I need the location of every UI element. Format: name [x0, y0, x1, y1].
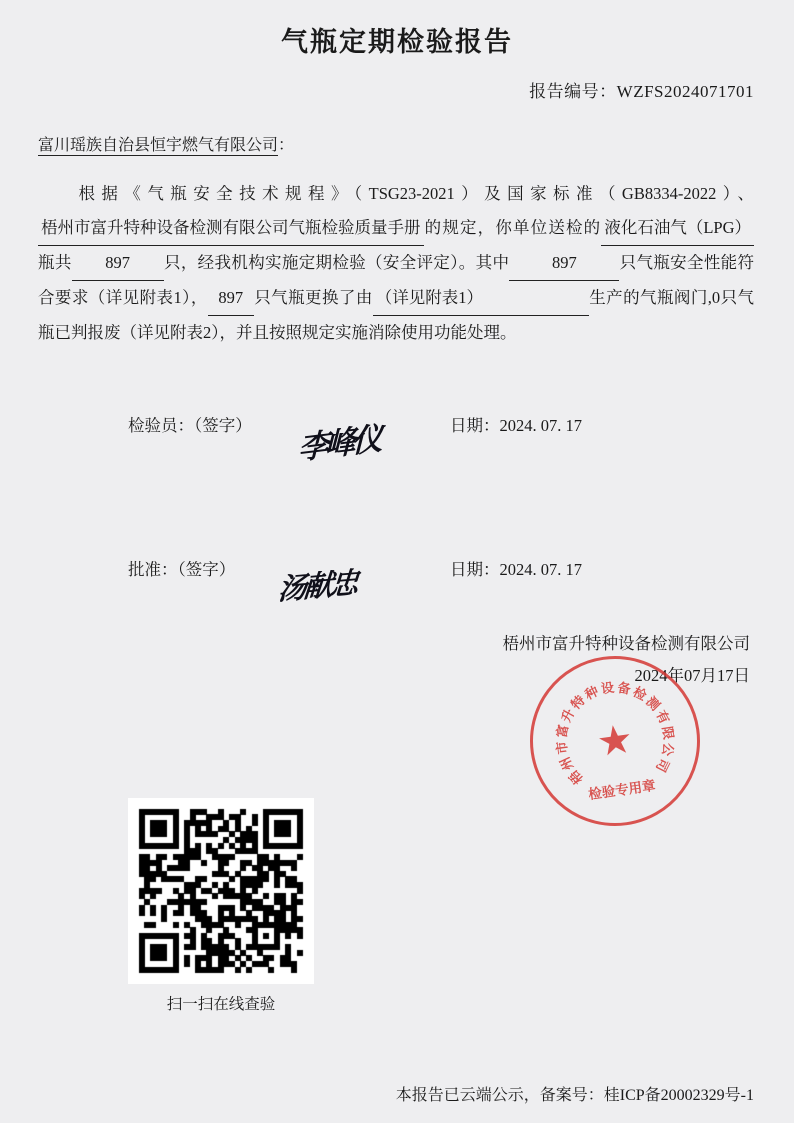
scrap-count-field: 0 [711, 288, 721, 307]
approver-date-value: 2024. 07. 17 [499, 560, 582, 579]
official-stamp [519, 645, 711, 837]
para-seg6: 只气瓶更换了由 [253, 288, 373, 307]
para-seg1: 根据《气瓶安全技术规程》（TSG23-2021）及国家标准（GB8334-2022）、 [72, 184, 754, 203]
report-number-value: WZFS2024071701 [616, 82, 754, 101]
pass-count-field: 897 [509, 246, 619, 281]
addressee-suffix: ： [278, 137, 295, 154]
para-seg4: 只，经我机构实施定期检验（安全评定）。其中 [163, 253, 510, 272]
addressee-name: 富川瑶族自治县恒宇燃气有限公司 [38, 137, 279, 154]
qr-caption: 扫一扫在线查验 [166, 996, 276, 1013]
stamp-arc-text: 梧 州 市 富 升 特 种 设 备 检 测 有 限 公 司 [553, 679, 677, 788]
report-number-label: 报告编号： [529, 82, 617, 101]
inspector-row [128, 412, 794, 478]
qr-section[interactable] [128, 798, 314, 1014]
approver-row [128, 556, 794, 622]
para-seg5: 只气瓶安全性能符合要求（详见附表1）， [38, 253, 754, 307]
inspector-date [450, 412, 582, 436]
issuer-company: 梧州市富升特种设备检测有限公司 [502, 634, 750, 653]
inspector-label: 检验员：（签字） [128, 416, 252, 435]
approver-date-label: 日期： [450, 560, 500, 579]
para-seg7: 生产的气瓶阀门, [588, 288, 712, 307]
approver-signature: 汤献忠 [276, 567, 358, 607]
issuer-date: 2024年07月17日 [634, 666, 750, 685]
inspector-signature: 李峰仪 [297, 420, 379, 467]
footer-note: 本报告已云端公示，备案号：桂ICP备20002329号-1 [395, 1087, 754, 1104]
qr-code[interactable] [128, 798, 314, 984]
star-icon: ★ [594, 716, 636, 766]
inspector-date-value: 2024. 07. 17 [499, 416, 582, 435]
approver-label: 批准：（签字） [128, 560, 236, 579]
approver-date [450, 556, 582, 580]
valve-count-field: 897 [208, 281, 254, 316]
valve-maker-field: （详见附表1） [373, 281, 589, 316]
para-seg3: 瓶共 [38, 253, 72, 272]
report-number [0, 77, 794, 102]
body-paragraph [0, 177, 794, 350]
total-count-field: 897 [72, 246, 164, 281]
page-title: 气瓶定期检验报告 [281, 27, 513, 57]
inspector-date-label: 日期： [450, 416, 500, 435]
signature-area [0, 412, 794, 622]
gas-type-field: 液化石油气（LPG） [601, 211, 754, 246]
addressee [0, 132, 794, 155]
para-seg2: 的规定，你单位送检的 [423, 218, 602, 237]
quality-manual-field: 梧州市富升特种设备检测有限公司气瓶检验质量手册 [38, 211, 424, 246]
stamp-bottom-text: 检验专用章 [587, 777, 657, 803]
para-seg8: 只气瓶已判报废（详见附表2），并且按照规定实施消除使用功能处理。 [38, 288, 755, 342]
